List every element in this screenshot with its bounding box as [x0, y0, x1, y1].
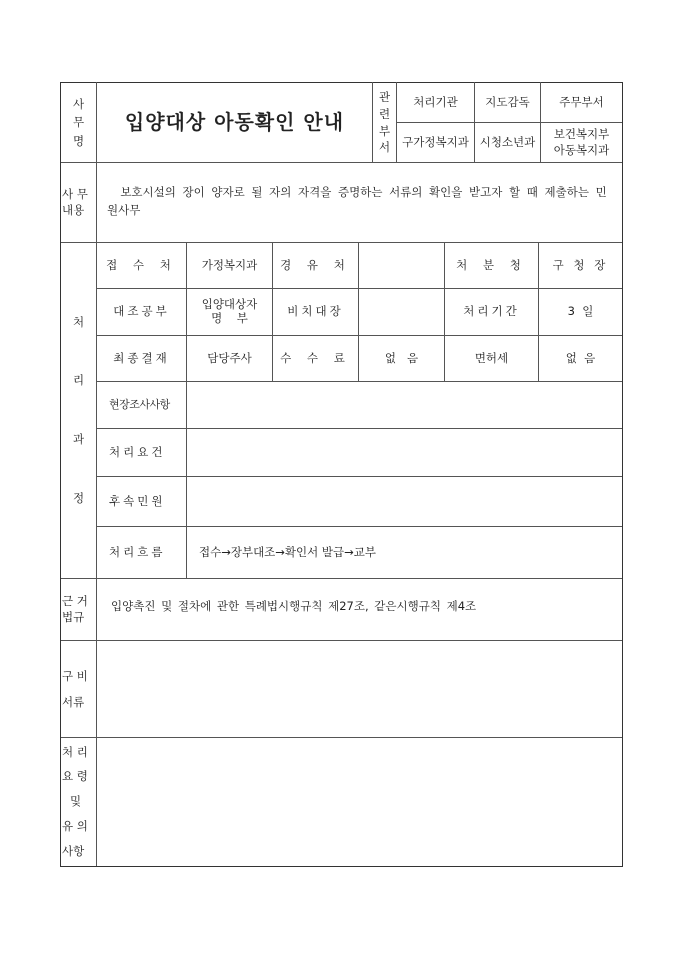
receiving-office-label: 접 수 처	[106, 257, 177, 272]
processing-period-label: 처리기간	[463, 304, 520, 319]
documents-label: 구 비 서류	[62, 668, 88, 709]
field-survey-value	[187, 382, 622, 428]
section-label: 사 무 명	[72, 96, 85, 148]
follow-up-label: 후속민원	[109, 493, 166, 508]
column-supervision: 지도감독	[485, 94, 530, 109]
reference-register-value: 입양대상자 명 부	[201, 297, 258, 325]
follow-up-value	[187, 477, 622, 526]
process-label	[61, 243, 96, 578]
column-processing-agency: 처리기관	[413, 94, 458, 109]
notes-label	[61, 738, 96, 866]
final-approval-value: 담당주사	[207, 350, 252, 365]
legal-basis-label: 근 거 법규	[62, 593, 88, 624]
final-approval-label: 최종결재	[113, 350, 170, 365]
via-office-label: 경 유 처	[280, 257, 351, 272]
license-tax-label: 면허세	[474, 350, 509, 365]
license-tax-value: 없 음	[565, 350, 596, 365]
disposition-office-value: 구 청 장	[552, 257, 609, 272]
fee-label: 수 수 료	[280, 350, 351, 365]
notes-label-line: 요 령	[62, 769, 88, 784]
border-bottom	[60, 866, 623, 867]
via-office-value	[359, 243, 444, 288]
kept-register-label: 비치대장	[287, 304, 344, 319]
notes-label-line: 사항	[62, 843, 85, 858]
receiving-office-value: 가정복지과	[201, 257, 258, 272]
value-processing-agency: 구가정복지과	[402, 134, 469, 149]
notes-label-line: 유 의	[62, 819, 88, 834]
notes-text	[97, 738, 622, 866]
fee-value: 없 음	[384, 350, 419, 365]
process-label-char: 처	[72, 314, 85, 329]
kept-register-value	[359, 289, 444, 335]
process-label-char: 리	[72, 373, 85, 388]
notes-label-line: 처 리	[62, 744, 88, 759]
field-survey-label: 현장조사사항	[109, 397, 170, 411]
related-dept-label: 관 련 부 서	[378, 90, 391, 155]
disposition-office-label: 처 분 청	[456, 257, 527, 272]
column-main-dept: 주무부서	[559, 94, 604, 109]
processing-period-value: 3 일	[567, 304, 594, 319]
content-text: 보호시설의 장이 양자로 될 자의 자격을 증명하는 서류의 확인을 받고자 할 때 제출하는 민원사무	[107, 185, 607, 218]
process-flow-label: 처리흐름	[109, 544, 166, 559]
process-label-char: 정	[72, 490, 85, 505]
notes-label-line: 및	[70, 794, 82, 809]
reference-register-label: 대조공부	[113, 304, 170, 319]
value-main-dept: 보건복지부 아동복지과	[553, 126, 610, 157]
value-supervision: 시청소년과	[479, 134, 536, 149]
requirements-value	[187, 429, 622, 476]
requirements-label: 처리요건	[109, 444, 166, 459]
page-title: 입양대상 아동확인 안내	[124, 110, 345, 134]
process-label-char: 과	[72, 432, 85, 447]
border-right	[622, 82, 623, 867]
legal-basis-text: 입양촉진 및 절차에 관한 특례법시행규칙 제27조, 같은시행규칙 제4조	[111, 598, 477, 613]
content-label: 사 무 내용	[62, 186, 88, 217]
process-flow-value: 접수→장부대조→확인서 발급→교부	[199, 544, 376, 559]
documents-text	[97, 641, 622, 737]
